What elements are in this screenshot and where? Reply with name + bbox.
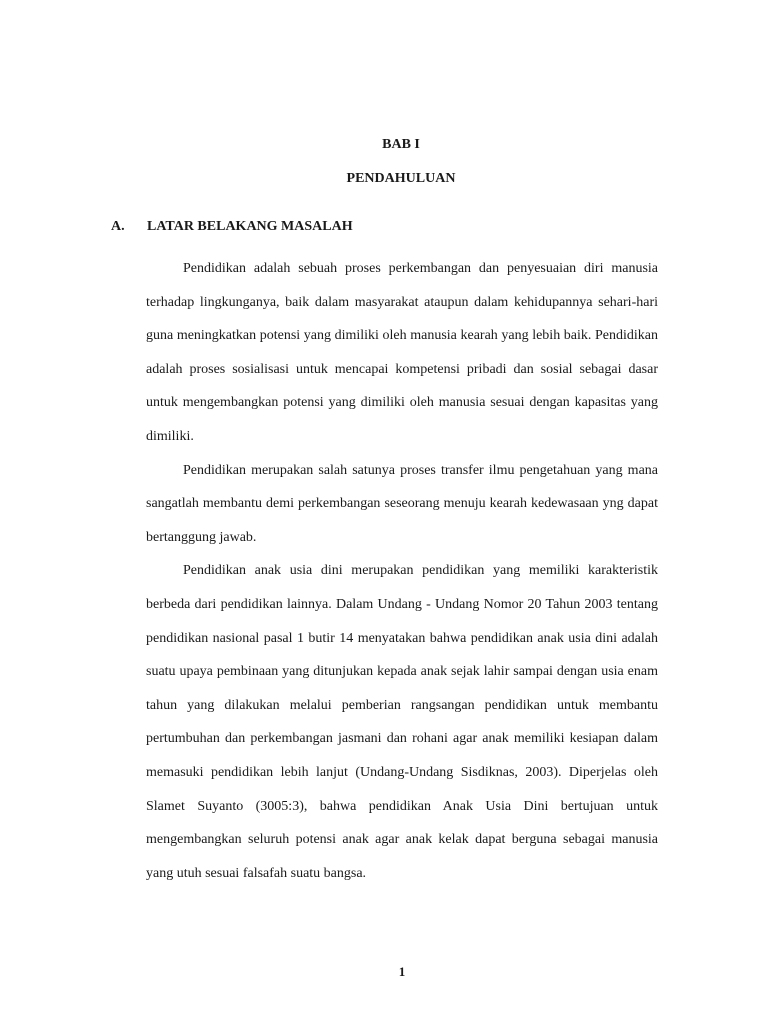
paragraph-2: Pendidikan merupakan salah satunya proses transfer ilmu pengetahuan yang mana sangatlah membantu demi perkembangan seseorang menuju kearah kedewasaan yng dapat bertanggung jawab.: [146, 462, 658, 545]
paragraph-3: Pendidikan anak usia dini merupakan pendidikan yang memiliki karakteristik berbeda dari pendidikan lainnya. Dalam Undang - Undang Nomor 20 Tahun 2003 tentang pendidikan nasional pasal 1 butir 14 menyatakan bahwa pendidikan anak usia dini adalah suatu upaya pembinaan yang ditunjukan kepada anak sejak lahir sampai dengan usia enam tahun yang dilakukan melalui pemberian rangsangan pendidikan untuk membantu pertumbuhan dan perkembangan jasmani dan rohani agar anak memiliki kesiapan dalam memasuki pendidikan lebih lanjut (Undang-Undang Sisdiknas, 2003). Diperjelas oleh Slamet Suyanto (3005:3), bahwa pendidikan Anak Usia Dini bertujuan untuk mengembangkan seluruh potensi anak agar anak kelak dapat berguna sebagai manusia yang utuh sesuai falsafah suatu bangsa.: [146, 563, 658, 881]
section-title: LATAR BELAKANG MASALAH: [147, 219, 353, 234]
body-text: [146, 252, 658, 890]
paragraph-1: Pendidikan adalah sebuah proses perkembangan dan penyesuaian diri manusia terhadap lingkunganya, baik dalam masyarakat ataupun dalam kehidupannya sehari-hari guna meningkatkan potensi yang dimiliki oleh manusia kearah yang lebih baik. Pendidikan adalah proses sosialisasi untuk mencapai kompetensi pribadi dan sosial sebagai dasar untuk mengembangkan potensi yang dimiliki oleh manusia sesuai dengan kapasitas yang dimiliki.: [146, 261, 658, 444]
chapter-number: BAB I: [382, 137, 420, 152]
chapter-title: PENDAHULUAN: [346, 171, 456, 186]
section-heading: [111, 219, 353, 235]
section-letter: A.: [111, 219, 125, 234]
page-number: 1: [398, 964, 406, 979]
